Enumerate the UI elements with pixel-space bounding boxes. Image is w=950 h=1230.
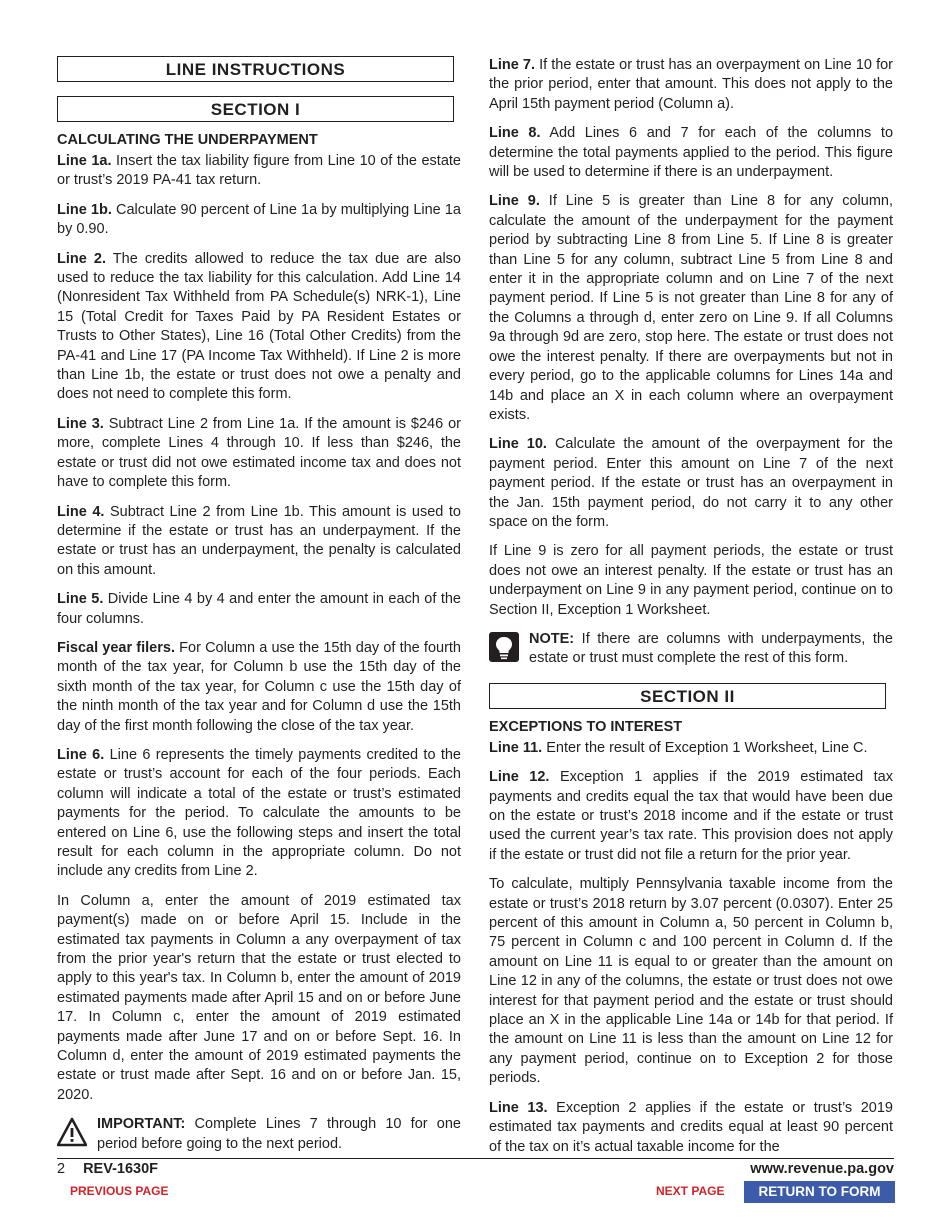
- note-lead: NOTE:: [529, 630, 575, 647]
- instruction-text: Insert the tax liability figure from Line 10 of the estate or trust’s 2019 PA-41 tax return.: [57, 153, 461, 189]
- instruction-lead: Line 1a.: [57, 153, 112, 169]
- note-text: If there are columns with underpayments, the estate or trust must complete the rest of this form.: [529, 630, 893, 667]
- instruction-lead: Line 13.: [489, 1099, 548, 1116]
- instruction-lead: Fiscal year filers.: [57, 639, 175, 656]
- section-2-heading: SECTION II: [489, 683, 886, 709]
- instruction-lead: Line 12.: [489, 769, 550, 786]
- instruction-paragraph: [57, 590, 461, 629]
- instruction-lead: Line 7.: [489, 57, 536, 73]
- left-instructions-list: [57, 152, 461, 1105]
- instruction-paragraph: [489, 435, 893, 532]
- instruction-paragraph: [57, 639, 461, 736]
- instruction-paragraph: [57, 201, 461, 240]
- note-box: [489, 630, 893, 669]
- instruction-paragraph: [57, 746, 461, 882]
- instruction-paragraph: [57, 152, 461, 191]
- instruction-lead: Line 5.: [57, 591, 104, 608]
- exceptions-heading: EXCEPTIONS TO INTEREST: [489, 718, 683, 735]
- instruction-lead: Line 9.: [489, 193, 540, 210]
- lightbulb-icon: [489, 632, 519, 662]
- right-column: [489, 56, 893, 1167]
- exceptions-list: [489, 739, 893, 1157]
- instruction-paragraph: [489, 1099, 893, 1157]
- footer-divider: [57, 1158, 894, 1159]
- instruction-paragraph: [57, 250, 461, 405]
- next-page-link[interactable]: NEXT PAGE: [656, 1184, 725, 1198]
- instruction-lead: Line 8.: [489, 125, 541, 142]
- instruction-text: To calculate, multiply Pennsylvania taxable income from the estate or trust’s 2018 return by 3.07 percent (0.0307). Enter 25 percent of this amount in Column a, 50 percent in Column b, 75 percent in Column c and 100 percent in Column d. If the amount on Line 11 is equal to or greater than the amount on Line 12 in any of the columns, the estate or trust does not owe interest for that payment period and the estate or trust should place an X in the applicable Line 14a or 14b for that period. If the amount on Line 11 is less than the amount on Line 12 for any payment period, continue on to Exception 2 for those periods.: [489, 876, 893, 1087]
- instruction-paragraph: [489, 875, 893, 1088]
- instruction-text: Exception 2 applies if the estate or trust’s 2019 estimated tax payments and credits equal at least 90 percent of the tax on it’s actual taxable income for the: [489, 1099, 893, 1155]
- instruction-paragraph: [57, 892, 461, 1105]
- instruction-text: The credits allowed to reduce the tax due are also used to reduce the tax liability for this calculation. Add Line 14 (Nonresident Tax Withheld from PA Schedule(s) NRK-1), Line 15 (Total Credit for Taxes Paid by PA Resident Estates or Trusts to Other States), Line 16 (Total Other Credits) from the PA-41 and Line 17 (PA Income Tax Withheld). If Line 2 is more than Line 1b, the estate or trust does not owe a penalty and does not need to complete this form.: [57, 250, 461, 403]
- instruction-paragraph: [489, 542, 893, 620]
- instruction-lead: Line 11.: [489, 739, 543, 756]
- page-number: 2: [57, 1161, 66, 1177]
- instruction-text: Subtract Line 2 from Line 1b. This amount is used to determine if the estate or trust has an underpayment. If the estate or trust has an underpayment, the penalty is calculated on this amount.: [57, 503, 461, 578]
- warning-icon: [57, 1117, 87, 1147]
- website-url: www.revenue.pa.gov: [750, 1161, 894, 1177]
- previous-page-link[interactable]: PREVIOUS PAGE: [70, 1184, 169, 1198]
- instruction-text: Calculate 90 percent of Line 1a by multiplying Line 1a by 0.90.: [57, 201, 461, 238]
- instruction-text: Divide Line 4 by 4 and enter the amount in each of the four columns.: [57, 591, 461, 627]
- instruction-text: Calculate the amount of the overpayment for the payment period. Enter this amount on Line 7 of the next payment period. If the estate or trust has an overpayment in the Jan. 15th payment period, do not carry it to any other space on the form.: [489, 436, 893, 530]
- return-to-form-button[interactable]: RETURN TO FORM: [744, 1181, 895, 1203]
- instruction-paragraph: [489, 192, 893, 425]
- section-1-heading: SECTION I: [57, 96, 454, 122]
- instruction-paragraph: [57, 415, 461, 493]
- form-id: REV-1630F: [83, 1161, 159, 1177]
- important-lead: IMPORTANT:: [97, 1116, 186, 1133]
- instruction-paragraph: [489, 739, 893, 758]
- instruction-text: Enter the result of Exception 1 Worksheet, Line C.: [542, 739, 868, 756]
- instruction-lead: Line 1b.: [57, 201, 112, 218]
- important-note: [57, 1115, 461, 1154]
- instruction-lead: Line 3.: [57, 415, 104, 432]
- left-column: [57, 56, 461, 1166]
- instruction-text: If the estate or trust has an overpayment on Line 10 for the prior period, enter that amount. This does not apply to the April 15th payment period (Column a).: [489, 57, 893, 112]
- instruction-text: Line 6 represents the timely payments credited to the estate or trust’s account for each of the four periods. Each column will indicate a total of the estate or trust’s estimated payments for the period. To calculate the amounts to be entered on Line 6, use the following steps and insert the total result for each column in the appropriate column. Do not include any credits from Line 2.: [57, 746, 461, 880]
- instruction-text: For Column a use the 15th day of the fourth month of the tax year, for Column b use the 15th day of the sixth month of the tax year, for Column c use the 15th day of the ninth month of the tax year and for Column d use the 15th day of the first month following the close of the tax year.: [57, 639, 461, 734]
- instruction-text: In Column a, enter the amount of 2019 estimated tax payment(s) made on or before April 15. Include in the estimated tax payments in Column a any overpayment of tax from the prior year's return that the estate or trust elected to apply to this year's tax. In Column b, enter the amount of 2019 estimated payments made after April 15 and on or before June 17. In Column c, enter the amount of 2019 estimated payments made after June 17 and on or before Sept. 16. In Column d, enter the amount of 2019 estimated payments the estate or trust made after Sept. 16 and on or before Jan. 15, 2020.: [57, 892, 461, 1103]
- instruction-lead: Line 6.: [57, 746, 105, 763]
- instruction-paragraph: [489, 56, 893, 114]
- instruction-text: Exception 1 applies if the 2019 estimated tax payments and credits equal the tax that would have been due on the estate or trust’s 2018 income and if the estate or trust used the current year’s tax rate. This provision does not apply if the estate or trust did not file a return for the prior year.: [489, 769, 893, 863]
- instruction-paragraph: [57, 503, 461, 581]
- instruction-lead: Line 2.: [57, 250, 106, 267]
- important-text: Complete Lines 7 through 10 for one period before going to the next period.: [97, 1116, 461, 1152]
- instruction-text: Add Lines 6 and 7 for each of the columns to determine the total payments applied to the period. This figure will be used to determine if there is an underpayment.: [489, 125, 894, 181]
- instruction-lead: Line 4.: [57, 503, 105, 520]
- instruction-text: If Line 5 is greater than Line 8 for any column, calculate the amount of the underpayment for the payment period by subtracting Line 8 from Line 5. If Line 8 is greater than Line 5 for any column, subtract Line 5 from Line 8 and enter it in the appropriate column and on Line 7 of the next payment period. If Line 5 is not greater than Line 8 for any of the Columns a through d, enter zero on Line 9. If all Columns 9a through 9d are zero, stop here. The estate or trust does not owe the interest penalty. If there are overpayments but not in every period, go to the applicable columns for Lines 14a and 14b and place an X in each column where an overpayment exists.: [489, 193, 893, 423]
- instruction-text: If Line 9 is zero for all payment periods, the estate or trust does not owe an interest penalty. If the estate or trust has an underpayment on Line 9 in any payment period, continue on to Section II, Exception 1 Worksheet.: [489, 543, 893, 618]
- instruction-lead: Line 10.: [489, 436, 547, 453]
- footer-page-id: [57, 1161, 158, 1177]
- instruction-paragraph: [489, 768, 893, 865]
- right-instructions-list: [489, 56, 893, 620]
- line-instructions-heading: LINE INSTRUCTIONS: [57, 56, 454, 82]
- instruction-text: Subtract Line 2 from Line 1a. If the amount is $246 or more, complete Lines 4 through 10. If less than $246, the estate or trust did not owe estimated income tax and does not have to complete this form.: [57, 415, 461, 491]
- calc-underpayment-heading: CALCULATING THE UNDERPAYMENT: [57, 132, 318, 148]
- instruction-paragraph: [489, 124, 893, 182]
